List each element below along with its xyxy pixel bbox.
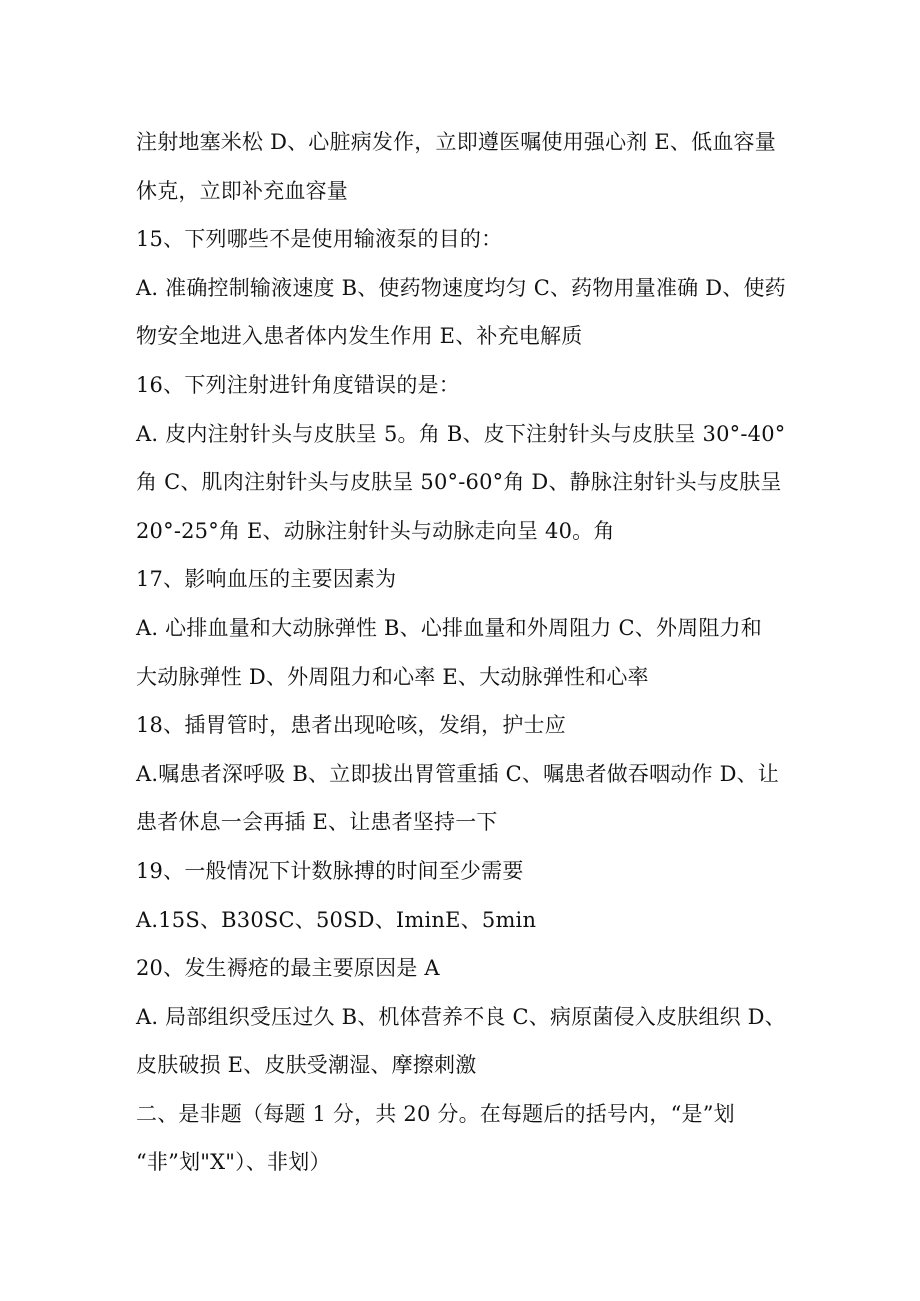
- question-19-heading: 19、一般情况下计数脉搏的时间至少需要: [136, 858, 524, 883]
- question-17-options: 大动脉弹性 D、外周阻力和心率 E、大动脉弹性和心率: [136, 664, 649, 689]
- question-20-options: A. 局部组织受压过久 B、机体营养不良 C、病原菌侵入皮肤组织 D、: [136, 1004, 786, 1029]
- section-heading: 二、是非题（每题 1 分，共 20 分。在每题后的括号内，“是”划: [136, 1101, 735, 1126]
- question-16-heading: 16、下列注射进针角度错误的是：: [136, 372, 460, 397]
- text-line: 注射地塞米松 D、心脏病发作，立即遵医嘱使用强心剂 E、低血容量: [136, 130, 776, 154]
- question-15-options: A. 准确控制输液速度 B、使药物速度均匀 C、药物用量准确 D、使药: [136, 275, 786, 300]
- text-line: 休克，立即补充血容量: [136, 178, 348, 203]
- question-15-options: 物安全地进入患者体内发生作用 E、补充电解质: [136, 324, 583, 349]
- question-16-options: 角 C、肌肉注射针头与皮肤呈 50°-60°角 D、静脉注射针头与皮肤呈: [136, 470, 782, 495]
- question-18-heading: 18、插胃管时，患者出现呛咳，发绢，护士应: [136, 713, 566, 738]
- question-18-options: 患者休息一会再插 E、让患者坚持一下: [136, 810, 498, 835]
- question-20-heading: 20、发生褥疮的最主要原因是 A: [136, 956, 440, 981]
- question-20-options: 皮肤破损 E、皮肤受潮湿、摩擦刺激: [136, 1053, 477, 1078]
- question-17-heading: 17、影响血压的主要因素为: [136, 567, 397, 592]
- question-15-heading: 15、下列哪些不是使用输液泵的目的：: [136, 227, 503, 252]
- document-body: [136, 118, 788, 1187]
- question-17-options: A. 心排血量和大动脉弹性 B、心排血量和外周阻力 C、外周阻力和: [136, 615, 762, 640]
- question-16-options: 20°-25°角 E、动脉注射针头与动脉走向呈 40。角: [136, 518, 615, 543]
- section-instructions: “非”划"X"）、非划）: [136, 1150, 331, 1175]
- question-19-options: A.15S、B30SC、50SD、IminE、5min: [136, 907, 537, 932]
- question-16-options: A. 皮内注射针头与皮肤呈 5。角 B、皮下注射针头与皮肤呈 30°-40°: [136, 421, 786, 446]
- question-18-options: A.嘱患者深呼吸 B、立即拔出胃管重插 C、嘱患者做吞咽动作 D、让: [136, 761, 780, 786]
